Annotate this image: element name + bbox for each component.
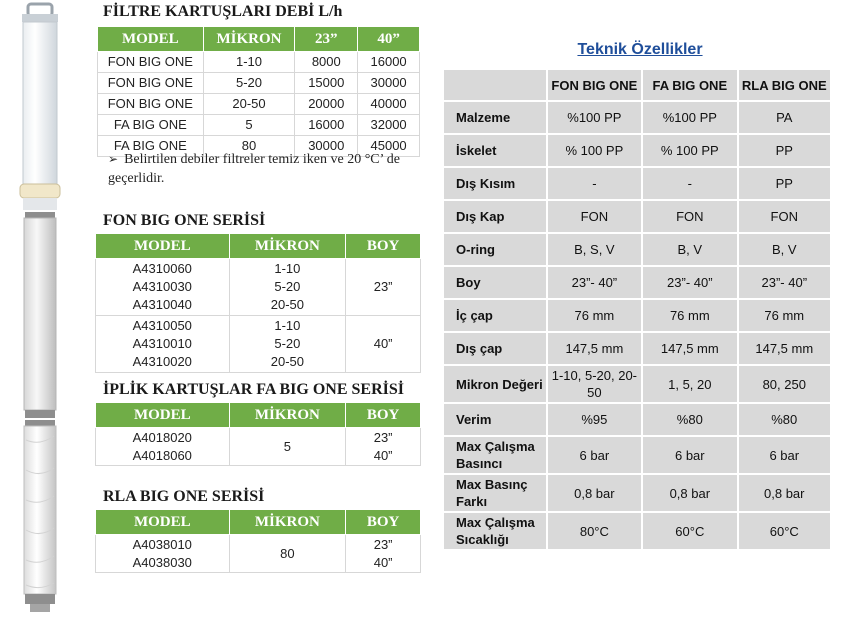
table-row (98, 52, 420, 73)
table-row (443, 512, 831, 550)
cell-fon-big-one: B, S, V (547, 233, 642, 266)
cell-fa-big-one: %80 (642, 403, 737, 436)
col-header-model: MODEL (96, 510, 230, 535)
spec-label: Boy (443, 266, 547, 299)
flow-note-text: Belirtilen debiler filtreler temiz iken ve 20 °C’ de geçerlidir. (108, 152, 400, 186)
table-row (443, 299, 831, 332)
cell-flow-40: 40000 (358, 94, 420, 115)
cell-flow-23: 30000 (295, 136, 358, 157)
cell-fon-big-one: 0,8 bar (547, 474, 642, 512)
spec-label: İskelet (443, 134, 547, 167)
cell-flow-40: 32000 (358, 115, 420, 136)
table-row (98, 73, 420, 94)
cell-models: A4310050 A4310010 A4310020 (96, 316, 230, 373)
table-header-row (443, 69, 831, 101)
col-header-micron: MİKRON (229, 234, 346, 259)
cell-fon-big-one: 76 mm (547, 299, 642, 332)
cell-fa-big-one: 0,8 bar (642, 474, 737, 512)
cell-fon-big-one: - (547, 167, 642, 200)
table-row (443, 266, 831, 299)
cell-fon-big-one: FON (547, 200, 642, 233)
col-header-size: BOY (346, 234, 421, 259)
cell-rla-big-one: FON (738, 200, 831, 233)
cell-fa-big-one: B, V (642, 233, 737, 266)
cell-models: A4310060 A4310030 A4310040 (96, 259, 230, 316)
cell-fa-big-one: 147,5 mm (642, 332, 737, 365)
cell-fa-big-one: 60°C (642, 512, 737, 550)
table-header-row (98, 27, 420, 52)
cell-size: 23” (346, 259, 421, 316)
cell-fa-big-one: 6 bar (642, 436, 737, 474)
cell-micron: 5-20 (203, 73, 295, 94)
cell-fa-big-one: % 100 PP (642, 134, 737, 167)
cell-fon-big-one: 6 bar (547, 436, 642, 474)
col-header-micron: MİKRON (203, 27, 295, 52)
table-row (443, 233, 831, 266)
flow-note (108, 150, 408, 188)
col-header-rla-big-one: RLA BIG ONE (738, 69, 831, 101)
cell-fa-big-one: FON (642, 200, 737, 233)
spec-label: Max Çalışma Basıncı (443, 436, 547, 474)
cell-fon-big-one: %100 PP (547, 101, 642, 134)
fa-series-title: İPLİK KARTUŞLAR FA BIG ONE SERİSİ (103, 381, 404, 398)
table-row (443, 200, 831, 233)
spec-label: Max Basınç Farkı (443, 474, 547, 512)
table-header-row (96, 403, 421, 428)
cell-fa-big-one: 23”- 40” (642, 266, 737, 299)
table-row (96, 535, 421, 573)
spec-label: Dış Kap (443, 200, 547, 233)
table-row (96, 428, 421, 466)
table-row (96, 259, 421, 316)
cell-flow-23: 15000 (295, 73, 358, 94)
cell-micron: 1-10 (203, 52, 295, 73)
cell-rla-big-one: 147,5 mm (738, 332, 831, 365)
cell-flow-40: 16000 (358, 52, 420, 73)
cell-fon-big-one: % 100 PP (547, 134, 642, 167)
table-row (96, 316, 421, 373)
spec-label: Mikron Değeri (443, 365, 547, 403)
cell-rla-big-one: 76 mm (738, 299, 831, 332)
filter-cartridge-images (8, 0, 78, 624)
fon-series-table (95, 233, 421, 373)
cell-micron: 80 (229, 535, 346, 573)
table-header-row (96, 510, 421, 535)
table-row (443, 167, 831, 200)
cell-rla-big-one: PA (738, 101, 831, 134)
cell-flow-23: 8000 (295, 52, 358, 73)
cell-fon-big-one: %95 (547, 403, 642, 436)
cell-microns: 1-10 5-20 20-50 (229, 259, 346, 316)
fon-big-one-cartridge-image (20, 4, 60, 210)
cell-flow-40: 45000 (358, 136, 420, 157)
fon-series-title: FON BIG ONE SERİSİ (103, 212, 266, 229)
table-row (443, 332, 831, 365)
rla-series-title: RLA BIG ONE SERİSİ (103, 488, 265, 505)
spec-label: İç çap (443, 299, 547, 332)
rla-big-one-cartridge-image (24, 420, 56, 612)
cell-models: A4018020 A4018060 (96, 428, 230, 466)
spec-label: Max Çalışma Sıcaklığı (443, 512, 547, 550)
spec-label: Dış Kısım (443, 167, 547, 200)
col-header-blank (443, 69, 547, 101)
spec-label: Malzeme (443, 101, 547, 134)
col-header-fon-big-one: FON BIG ONE (547, 69, 642, 101)
cell-fon-big-one: 80°C (547, 512, 642, 550)
col-header-23: 23” (295, 27, 358, 52)
cell-micron: 20-50 (203, 94, 295, 115)
cell-fon-big-one: 147,5 mm (547, 332, 642, 365)
cell-rla-big-one: B, V (738, 233, 831, 266)
spec-label: Dış çap (443, 332, 547, 365)
cell-microns: 1-10 5-20 20-50 (229, 316, 346, 373)
cell-micron: 5 (203, 115, 295, 136)
table-row (98, 94, 420, 115)
cell-rla-big-one: PP (738, 167, 831, 200)
cell-fa-big-one: %100 PP (642, 101, 737, 134)
col-header-40: 40” (358, 27, 420, 52)
cell-model: FA BIG ONE (98, 136, 204, 157)
rla-series-table (95, 509, 421, 573)
table-row (98, 115, 420, 136)
table-row (443, 474, 831, 512)
fa-big-one-cartridge-image (24, 212, 56, 418)
cell-sizes: 23” 40” (346, 535, 421, 573)
col-header-model: MODEL (96, 234, 230, 259)
tech-specs-title: Teknik Özellikler (577, 41, 703, 58)
tech-specs-table (442, 68, 832, 551)
cell-flow-40: 30000 (358, 73, 420, 94)
cell-micron: 80 (203, 136, 295, 157)
col-header-size: BOY (346, 403, 421, 428)
cell-fa-big-one: 1, 5, 20 (642, 365, 737, 403)
cell-flow-23: 16000 (295, 115, 358, 136)
cell-fon-big-one: 23”- 40” (547, 266, 642, 299)
flow-rate-table (97, 26, 420, 157)
cell-model: FON BIG ONE (98, 94, 204, 115)
table-row (443, 365, 831, 403)
cell-micron: 5 (229, 428, 346, 466)
spec-label: Verim (443, 403, 547, 436)
arrow-bullet-icon: ➢ (108, 152, 119, 166)
flow-table-title: FİLTRE KARTUŞLARI DEBİ L/h (103, 3, 343, 20)
cell-sizes: 23” 40” (346, 428, 421, 466)
col-header-size: BOY (346, 510, 421, 535)
cell-fa-big-one: - (642, 167, 737, 200)
col-header-micron: MİKRON (229, 403, 346, 428)
cell-size: 40” (346, 316, 421, 373)
cell-models: A4038010 A4038030 (96, 535, 230, 573)
col-header-model: MODEL (98, 27, 204, 52)
cell-rla-big-one: 60°C (738, 512, 831, 550)
cell-model: FON BIG ONE (98, 52, 204, 73)
cell-rla-big-one: 6 bar (738, 436, 831, 474)
cell-rla-big-one: 0,8 bar (738, 474, 831, 512)
col-header-micron: MİKRON (229, 510, 346, 535)
cell-fa-big-one: 76 mm (642, 299, 737, 332)
col-header-model: MODEL (96, 403, 230, 428)
cell-fon-big-one: 1-10, 5-20, 20-50 (547, 365, 642, 403)
col-header-fa-big-one: FA BIG ONE (642, 69, 737, 101)
cell-flow-23: 20000 (295, 94, 358, 115)
table-header-row (96, 234, 421, 259)
table-row (443, 134, 831, 167)
cell-model: FON BIG ONE (98, 73, 204, 94)
cell-rla-big-one: 80, 250 (738, 365, 831, 403)
cell-rla-big-one: PP (738, 134, 831, 167)
cell-rla-big-one: 23”- 40” (738, 266, 831, 299)
table-row (443, 436, 831, 474)
cell-model: FA BIG ONE (98, 115, 204, 136)
table-row (443, 101, 831, 134)
table-row (443, 403, 831, 436)
spec-label: O-ring (443, 233, 547, 266)
cell-rla-big-one: %80 (738, 403, 831, 436)
fa-series-table (95, 402, 421, 466)
